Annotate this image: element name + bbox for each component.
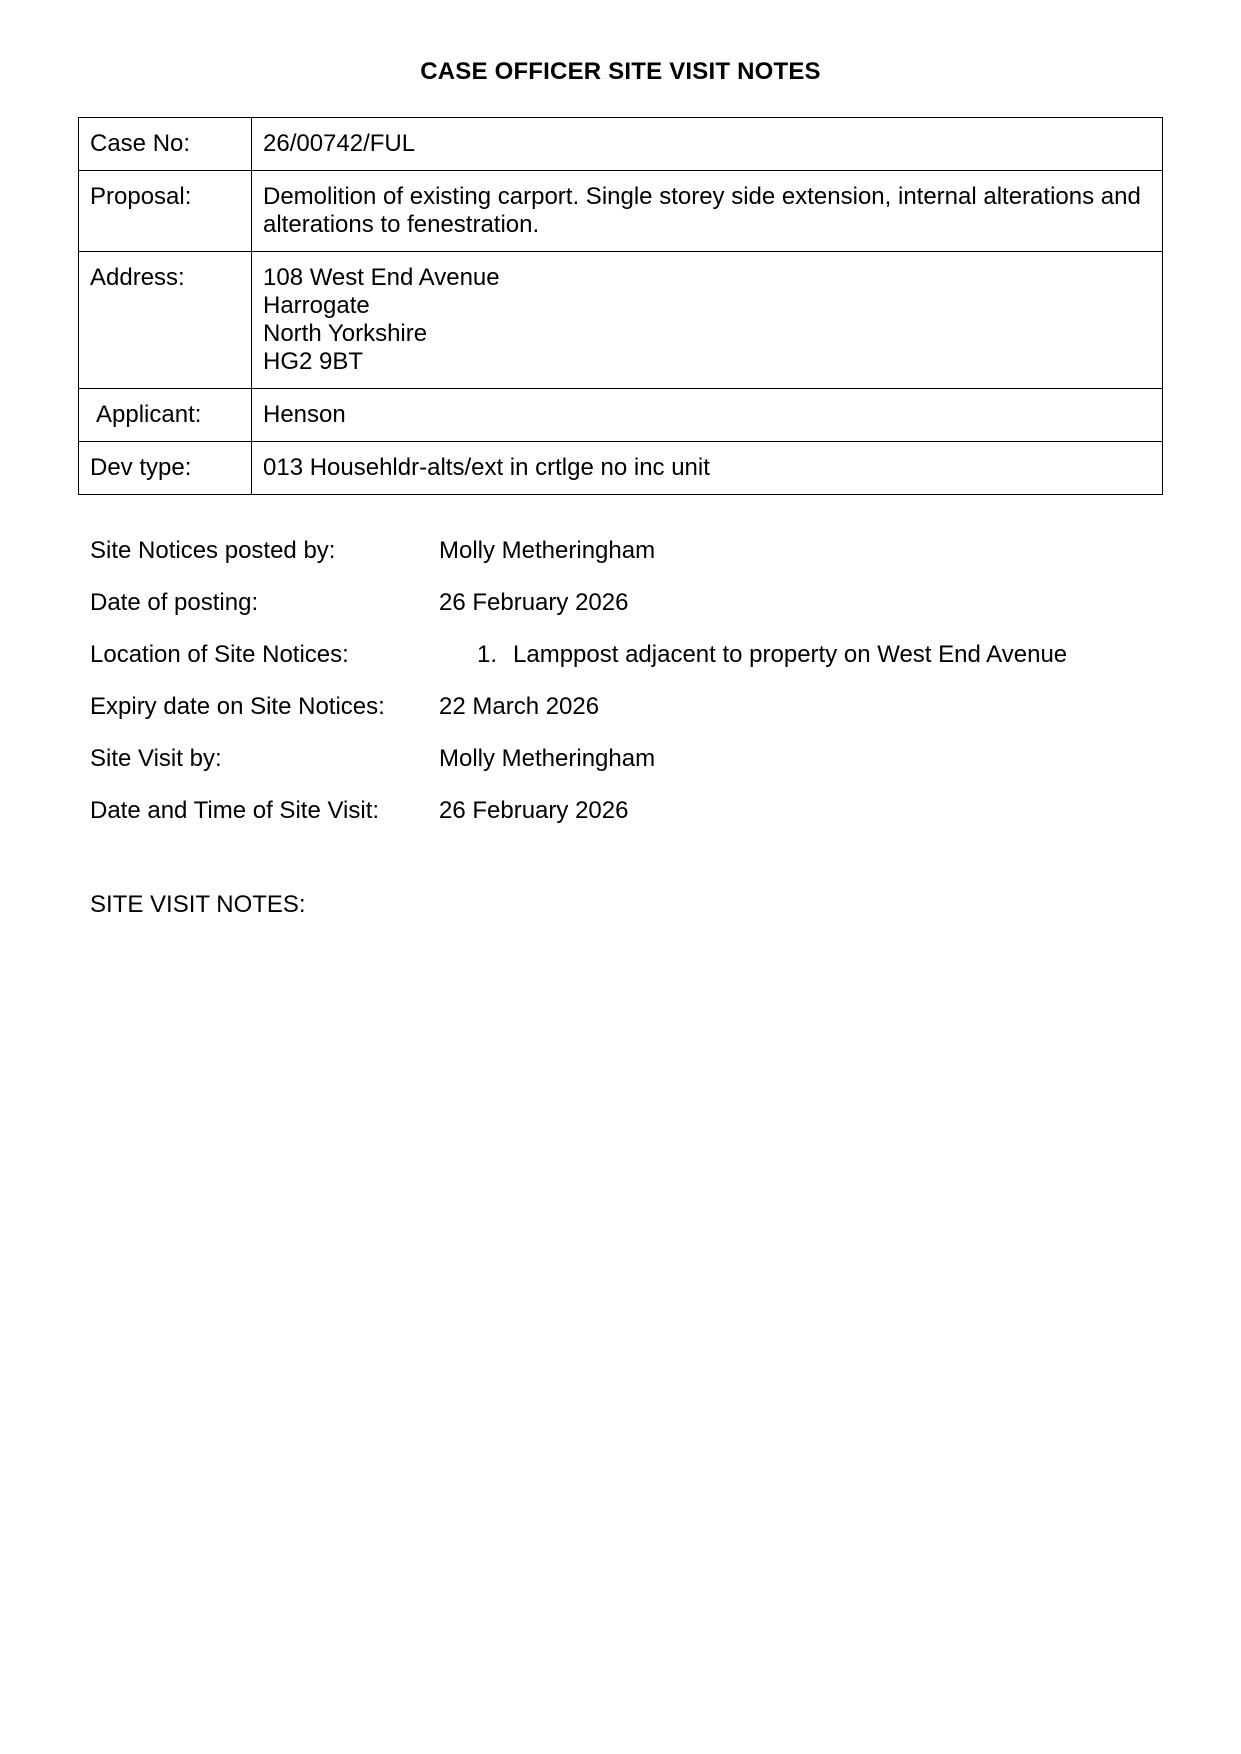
posted-by-label: Site Notices posted by: [90,537,336,564]
visit-date-value: 26 February 2026 [439,797,629,824]
list-item-text: Lamppost adjacent to property on West End Avenue [513,641,1068,668]
list-item-number: 1. [477,641,498,668]
date-posting-row [90,589,1150,641]
address-row [79,252,1163,389]
address-value [252,252,1163,389]
applicant-label: Applicant: [96,401,202,428]
posted-by-row [90,537,1150,589]
date-posting-label: Date of posting: [90,589,259,616]
case-details-table [78,117,1163,495]
address-line: North Yorkshire [263,320,428,347]
dev-type-label: Dev type: [79,442,252,495]
dev-type-value: 013 Househldr-alts/ext in crtlge no inc unit [252,442,1163,495]
location-list [439,641,1150,693]
proposal-label: Proposal: [79,171,252,252]
address-label: Address: [79,252,252,389]
proposal-row [79,171,1163,252]
date-posting-value: 26 February 2026 [439,589,629,616]
expiry-row [90,693,1150,745]
case-no-row [79,118,1163,171]
location-row [90,641,1150,693]
dev-type-row [79,442,1163,495]
address-line: Harrogate [263,292,370,319]
case-no-label: Case No: [79,118,252,171]
visit-by-value: Molly Metheringham [439,745,656,772]
visit-by-label: Site Visit by: [90,745,222,772]
visit-date-row [90,797,1150,849]
expiry-value: 22 March 2026 [439,693,600,720]
location-label: Location of Site Notices: [90,641,349,668]
expiry-label: Expiry date on Site Notices: [90,693,385,720]
proposal-value: Demolition of existing carport. Single storey side extension, internal alterations and alterations to fenestration. [252,171,1163,252]
applicant-label-cell [79,389,252,442]
address-line: HG2 9BT [263,348,364,375]
site-notice-details [90,537,1150,849]
applicant-value: Henson [252,389,1163,442]
case-no-value: 26/00742/FUL [252,118,1163,171]
visit-by-row [90,745,1150,797]
posted-by-value: Molly Metheringham [439,537,656,564]
visit-date-label: Date and Time of Site Visit: [90,797,380,824]
address-line: 108 West End Avenue [263,264,500,291]
document-title: CASE OFFICER SITE VISIT NOTES [420,58,821,85]
applicant-row [79,389,1163,442]
location-list-item [439,641,1150,669]
site-visit-notes-heading: SITE VISIT NOTES: [90,891,306,918]
